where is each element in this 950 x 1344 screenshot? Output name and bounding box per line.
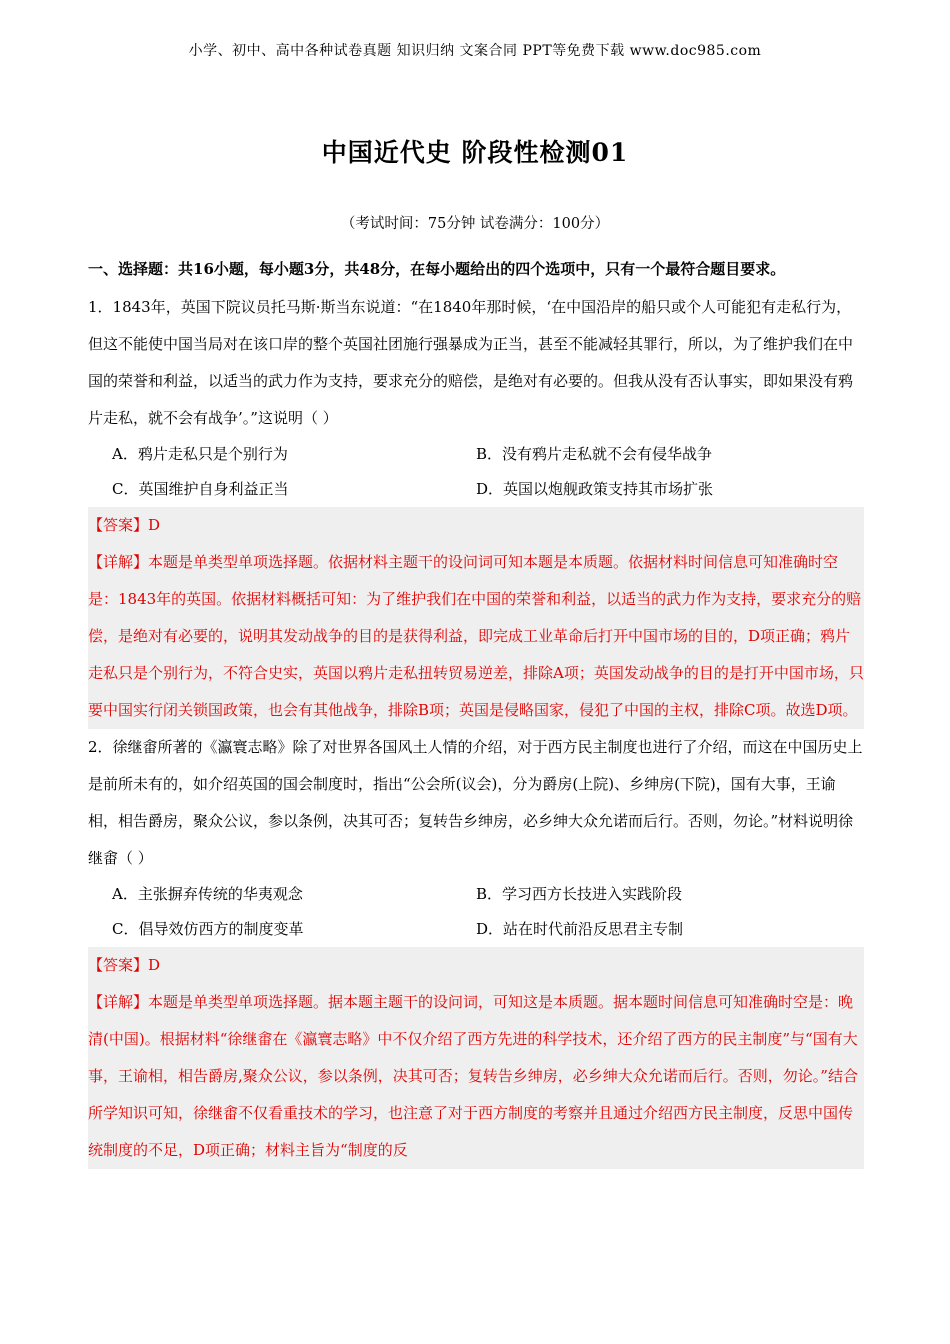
section-heading: 一、选择题：共16小题，每小题3分，共48分，在每小题给出的四个选项中，只有一个最符合题目要求。	[88, 260, 786, 278]
explanation: 【详解】本题是单类型单项选择题。据本题主题干的设问词，可知这是本质题。据本题时间信息可知准确时空是：晚清(中国)。根据材料“徐继畬在《瀛寰志略》中不仅介绍了西方先进的科学技术，还介绍了西方的民主制度”与“国有大事，王谕相，相告爵房,聚众公议，参以条例，决其可否；复转告乡绅房，必乡绅大众允诺而后行。否则，勿论。”结合所学知识可知，徐继畬不仅看重技术的学习，也注意了对于西方制度的考察并且通过介绍西方民主制度，反思中国传统制度的不足，D项正确；材料主旨为“制度的反	[88, 993, 858, 1159]
option-a: A．鸦片走私只是个别行为	[112, 445, 288, 463]
answer: 【答案】D	[88, 516, 161, 534]
options	[88, 877, 864, 947]
answer: 【答案】D	[88, 956, 161, 974]
option-c: C．倡导效仿西方的制度变革	[112, 920, 304, 938]
question-2	[88, 729, 864, 1169]
answer-box	[88, 947, 864, 1169]
page-title: 中国近代史 阶段性检测01	[321, 138, 629, 167]
option-c: C．英国维护自身利益正当	[112, 480, 289, 498]
question-text: 1．1843年，英国下院议员托马斯·斯当东说道：“在1840年那时候，‘在中国沿岸的船只或个人可能犯有走私行为，但这不能使中国当局对在该口岸的整个英国社团施行强暴成为正当，甚至不能减轻其罪行，所以，为了维护我们在中国的荣誉和利益，以适当的武力作为支持，要求充分的赔偿，是绝对有必要的。但我从没有否认事实，即如果没有鸦片走私，就不会有战争’。”这说明（ ）	[88, 298, 854, 427]
question-text: 2．徐继畬所著的《瀛寰志略》除了对世界各国风土人情的介绍，对于西方民主制度也进行了介绍，而这在中国历史上是前所未有的，如介绍英国的国会制度时，指出“公会所(议会)，分为爵房(上院)、乡绅房(下院)，国有大事，王谕相，相告爵房，聚众公议，参以条例，决其可否；复转告乡绅房，必乡绅大众允诺而后行。否则，勿论。”材料说明徐继畬（ ）	[88, 738, 863, 867]
answer-box	[88, 507, 864, 729]
question-1	[88, 289, 864, 729]
options	[88, 437, 864, 507]
explanation: 【详解】本题是单类型单项选择题。依据材料主题干的设问词可知本题是本质题。依据材料时间信息可知准确时空是：1843年的英国。依据材料概括可知：为了维护我们在中国的荣誉和利益，以适当的武力作为支持，要求充分的赔偿，是绝对有必要的，说明其发动战争的目的是获得利益，即完成工业革命后打开中国市场的目的，D项正确；鸦片走私只是个别行为，不符合史实，英国以鸦片走私扭转贸易逆差，排除A项；英国发动战争的目的是打开中国市场，只要中国实行闭关锁国政策，也会有其他战争，排除B项；英国是侵略国家，侵犯了中国的主权，排除C项。故选D项。	[88, 553, 864, 719]
site-header: 小学、初中、高中各种试卷真题 知识归纳 文案合同 PPT等免费下载 www.doc985.com	[188, 43, 762, 59]
option-d: D．英国以炮舰政策支持其市场扩张	[476, 480, 714, 498]
option-b: B．没有鸦片走私就不会有侵华战争	[476, 445, 713, 463]
option-b: B．学习西方长技进入实践阶段	[476, 885, 683, 903]
exam-info: （考试时间：75分钟 试卷满分：100分）	[340, 216, 610, 232]
exam-content	[88, 258, 864, 1169]
option-a: A．主张摒弃传统的华夷观念	[112, 885, 303, 903]
option-d: D．站在时代前沿反思君主专制	[476, 920, 684, 938]
